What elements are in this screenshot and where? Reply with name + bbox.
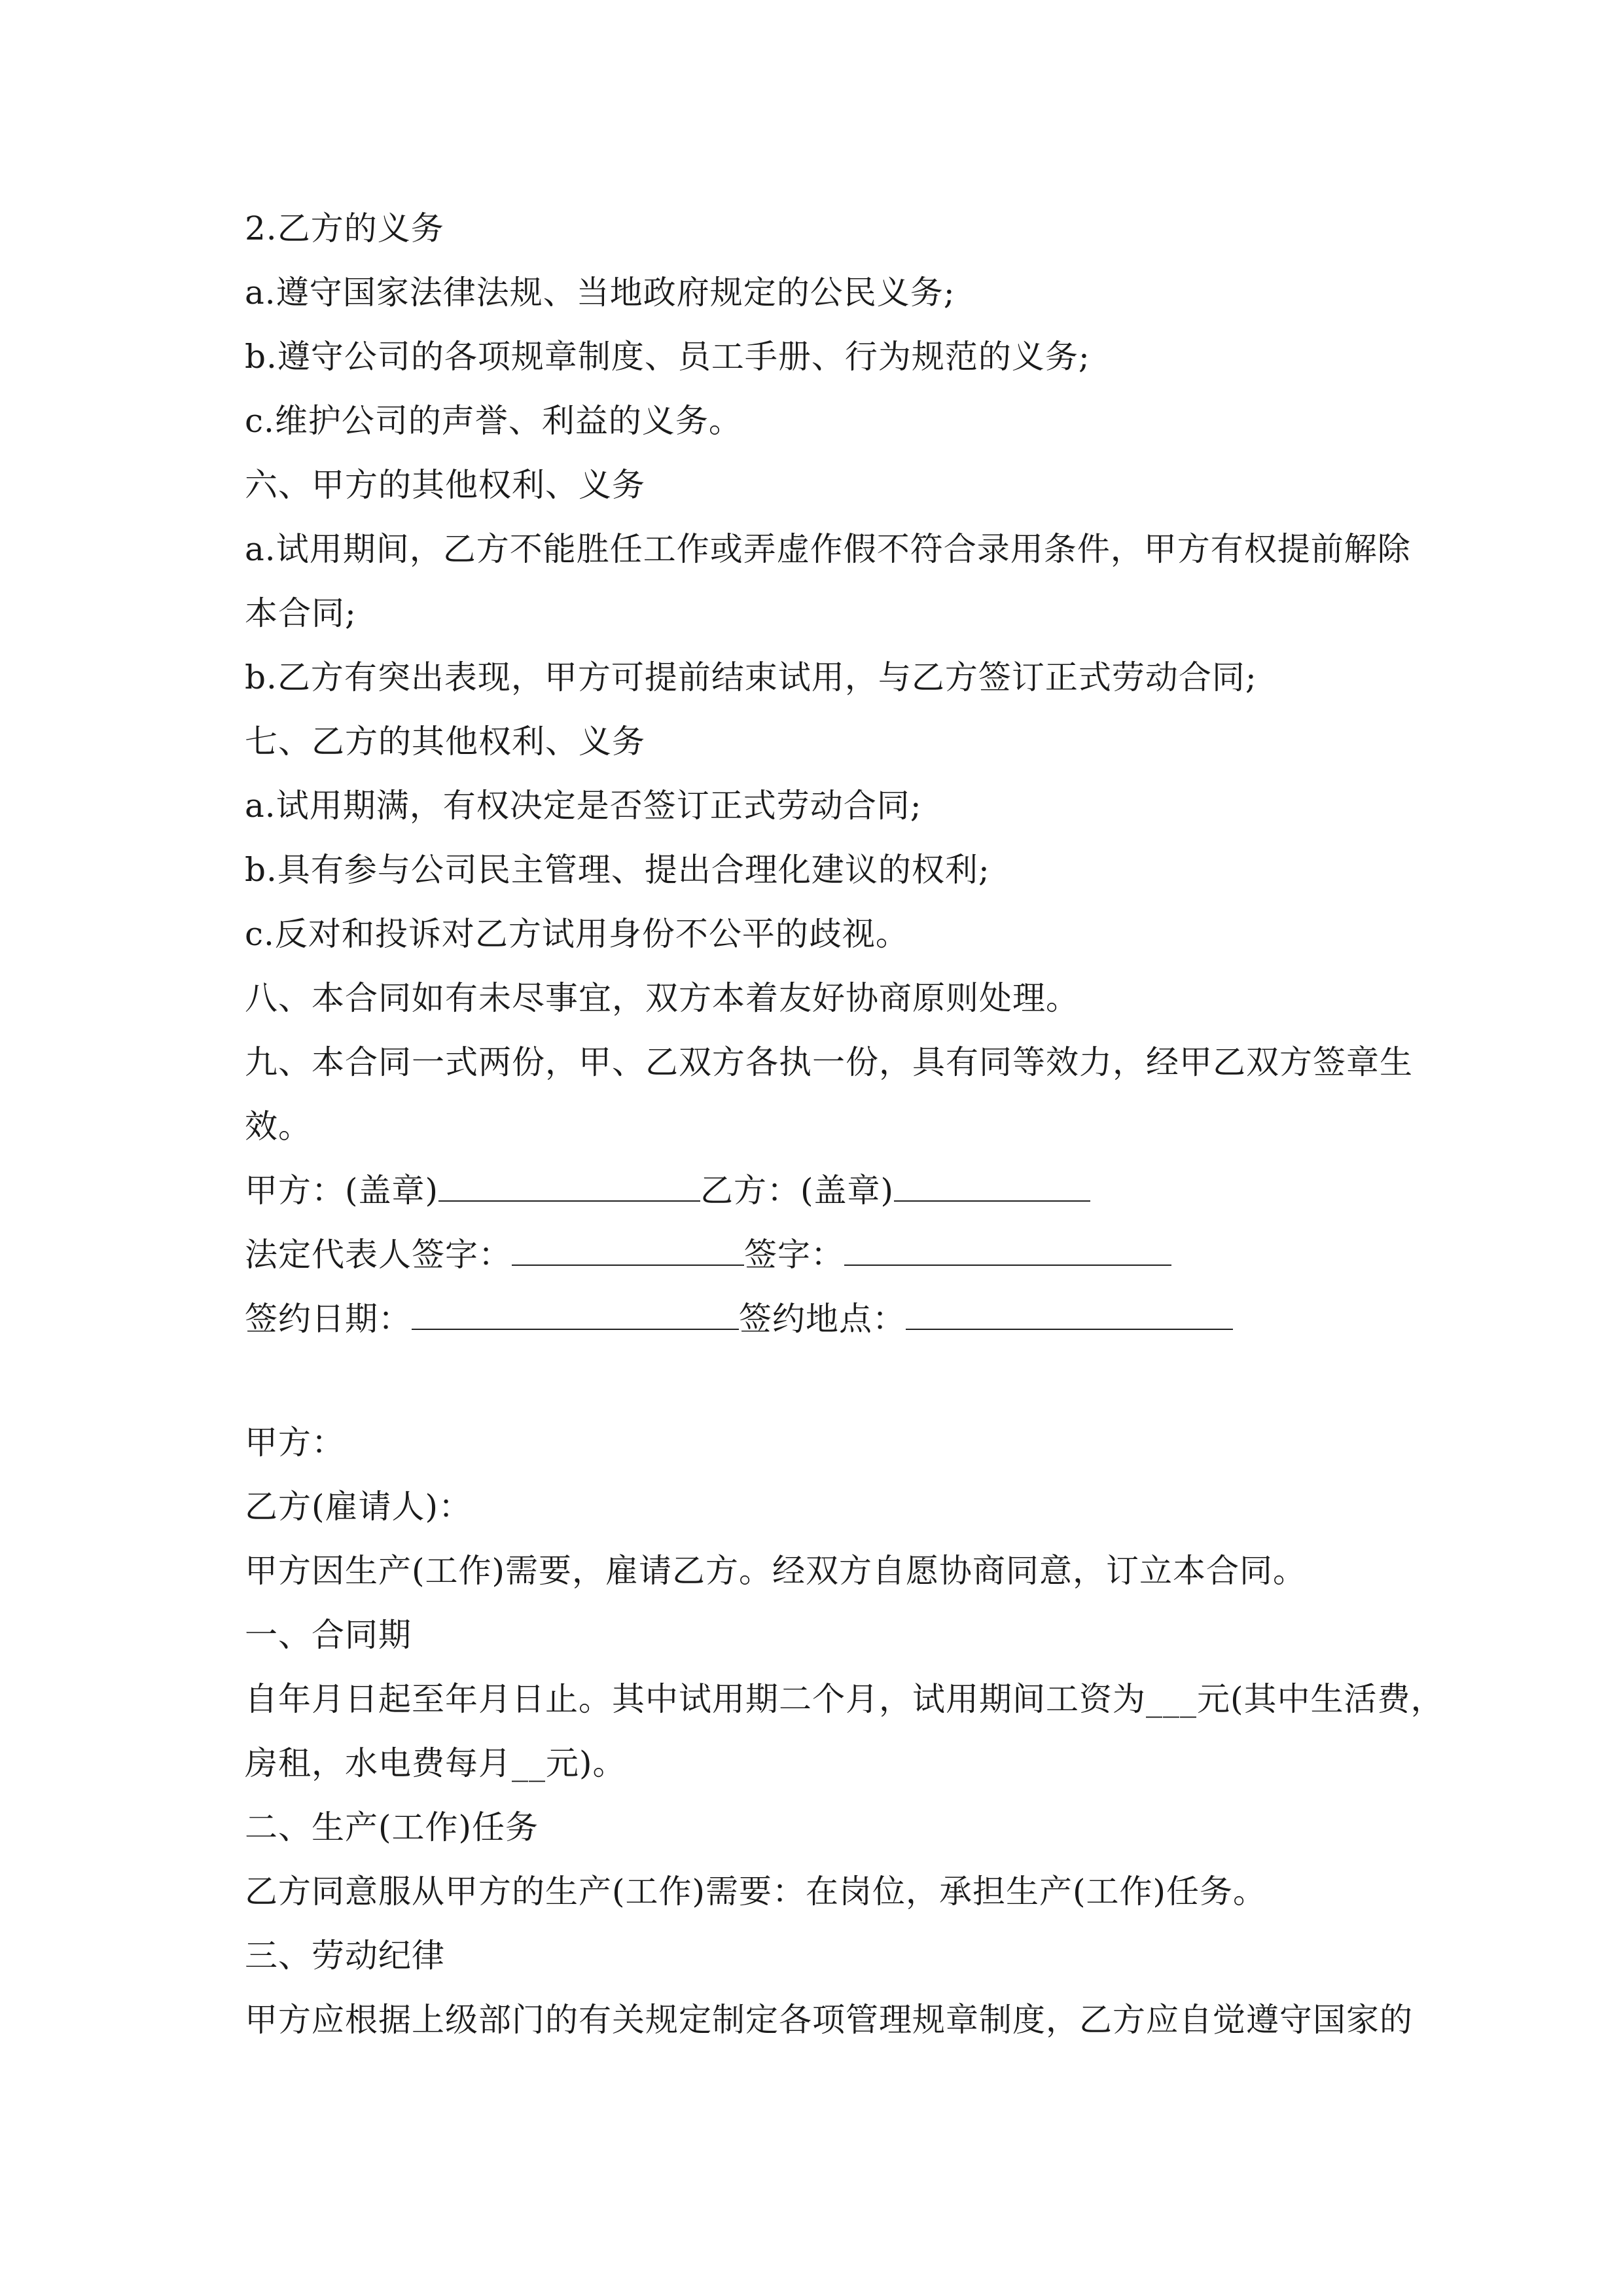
clause-line: c.维护公司的声誉、利益的义务。 xyxy=(245,402,742,440)
signature-row-seal xyxy=(245,1158,1383,1223)
heading-work-task: 二、生产(工作)任务 xyxy=(245,1808,539,1846)
clause-line: 本合同; xyxy=(245,594,357,632)
preamble-line: 甲方因生产(工作)需要，雇请乙方。经双方自愿协商同意，订立本合同。 xyxy=(245,1552,1307,1590)
clause-line: b.乙方有突出表现，甲方可提前结束试用，与乙方签订正式劳动合同; xyxy=(245,658,1257,696)
heading-party-b-rights: 七、乙方的其他权利、义务 xyxy=(245,723,645,761)
clause-line: 房租，水电费每月__元)。 xyxy=(245,1744,626,1782)
clause-line: 甲方应根据上级部门的有关规定制定各项管理规章制度，乙方应自觉遵守国家的 xyxy=(245,2001,1413,2039)
signature-row-sign xyxy=(245,1223,1383,1287)
clause-line: c.反对和投诉对乙方试用身份不公平的歧视。 xyxy=(245,915,909,953)
clause-line: b.遵守公司的各项规章制度、员工手册、行为规范的义务; xyxy=(245,338,1090,376)
clause-line: a.试用期间，乙方不能胜任工作或弄虚作假不符合录用条件，甲方有权提前解除 xyxy=(245,530,1411,568)
heading-contract-term: 一、合同期 xyxy=(245,1616,412,1654)
contract-section-obligations xyxy=(245,196,1413,1351)
date-blank xyxy=(412,1293,739,1330)
place-label: 签约地点： xyxy=(739,1300,906,1338)
place-blank xyxy=(906,1293,1233,1330)
clause-line: 自年月日起至年月日止。其中试用期二个月，试用期间工资为___元(其中生活费， xyxy=(245,1680,1444,1718)
clause-line: a.遵守国家法律法规、当地政府规定的公民义务; xyxy=(245,274,955,312)
clause-line: 效。 xyxy=(245,1107,312,1145)
contract-section-employment xyxy=(245,1410,1444,2052)
party-a-seal-label: 甲方：(盖章) xyxy=(245,1172,439,1210)
clause-line: 乙方同意服从甲方的生产(工作)需要：在岗位，承担生产(工作)任务。 xyxy=(245,1873,1267,1910)
legal-rep-label: 法定代表人签字： xyxy=(245,1236,512,1274)
heading-labor-discipline: 三、劳动纪律 xyxy=(245,1937,445,1975)
date-label: 签约日期： xyxy=(245,1300,412,1338)
party-b-line: 乙方(雇请人)： xyxy=(245,1488,473,1526)
signature-row-date-place xyxy=(245,1287,1383,1351)
sign-label: 签字： xyxy=(744,1236,844,1274)
legal-rep-blank xyxy=(512,1229,744,1266)
party-b-seal-blank xyxy=(894,1165,1090,1202)
heading-party-a-rights: 六、甲方的其他权利、义务 xyxy=(245,466,645,504)
party-a-line: 甲方： xyxy=(245,1424,345,1462)
clause-line: b.具有参与公司民主管理、提出合理化建议的权利; xyxy=(245,851,990,889)
party-a-seal-blank xyxy=(438,1165,700,1202)
sign-blank xyxy=(844,1229,1171,1266)
party-b-seal-label: 乙方：(盖章) xyxy=(700,1172,895,1210)
heading-party-b-obligations: 2.乙方的义务 xyxy=(245,209,444,247)
clause-line: 八、本合同如有未尽事宜，双方本着友好协商原则处理。 xyxy=(245,979,1079,1017)
clause-line: a.试用期满，有权决定是否签订正式劳动合同; xyxy=(245,787,922,825)
clause-line: 九、本合同一式两份，甲、乙双方各执一份，具有同等效力，经甲乙双方签章生 xyxy=(245,1043,1413,1081)
